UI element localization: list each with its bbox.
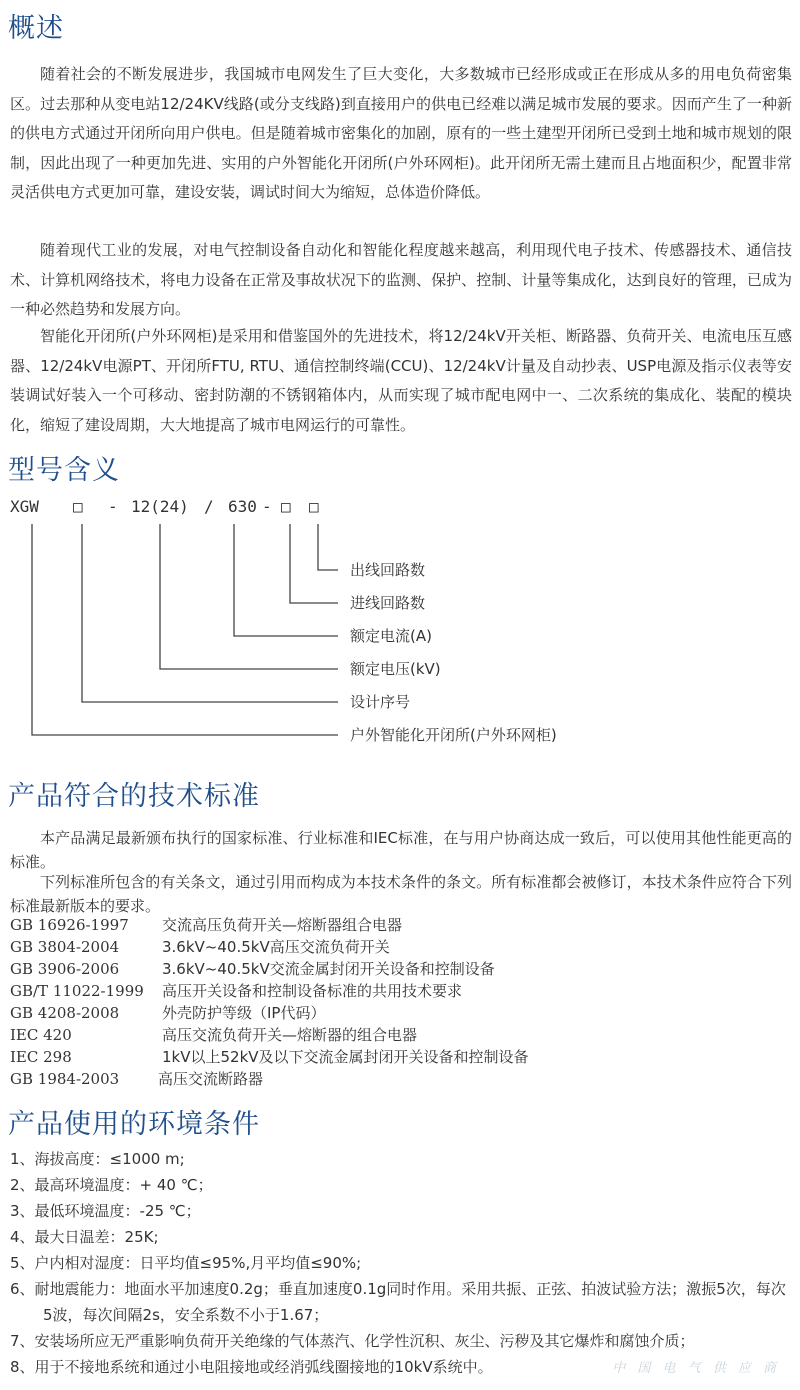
- standard-code: GB 16926-1997: [10, 916, 129, 934]
- bracket-line-outdoor: [32, 524, 338, 735]
- bracket-line-current: [234, 524, 338, 636]
- environment-item: 7、安装场所应无严重影响负荷开关绝缘的气体蒸汽、化学性沉积、灰尘、污秽及其它爆炸和腐蚀介质；: [10, 1332, 695, 1350]
- environment-item: 4、最大日温差：25K;: [10, 1228, 159, 1246]
- bracket-line-design: [82, 524, 338, 702]
- standards-intro-1: 本产品满足最新颁布执行的国家标准、行业标准和IEC标准，在与用户协商达成一致后，可以使用其他性能更高的标准。: [10, 829, 792, 871]
- standard-code: IEC 420: [10, 1026, 72, 1044]
- environment-item: 6、耐地震能力：地面水平加速度0.2g；垂直加速度0.1g同时作用。采用共振、正弦、拍波试验方法；激振5次，每次5波，每次间隔2s，安全系数不小于1.67；: [10, 1280, 786, 1324]
- legend-incoming-circuits: 进线回路数: [350, 594, 426, 612]
- standard-code: GB 3906-2006: [10, 960, 120, 978]
- standard-name: 高压交流断路器: [158, 1070, 264, 1088]
- standards-intro-2: 下列标准所包含的有关条文，通过引用而构成为本技术条件的条文。所有标准都会被修订，本技术条件应符合下列标准最新版本的要求。: [10, 873, 792, 915]
- standard-code: IEC 298: [10, 1048, 72, 1066]
- watermark-text: 中 国 电 气 供 应 商: [612, 1361, 780, 1376]
- standards-heading: 产品符合的技术标准: [8, 781, 260, 812]
- bracket-line-outgoing: [318, 524, 338, 570]
- environment-item: 8、用于不接地系统和通过小电阻接地或经消弧线圈接地的10kV系统中。: [10, 1358, 493, 1376]
- overview-paragraph-1: 随着社会的不断发展进步，我国城市电网发生了巨大变化，大多数城市已经形成或正在形成从多的用电负荷密集区。过去那种从变电站12/24KV线路(或分支线路)到直接用户的供电已经难以满足城市发展的要求。因而产生了一种新的供电方式通过开闭所向用户供电。但是随着城市密集化的加剧，原有的一些土建型开闭所已受到土地和城市规划的限制，因此出现了一种更加先进、实用的户外智能化开闭所(户外环网柜)。此开闭所无需土建而且占地面积少，配置非常灵活供电方式更加可靠，建设安装，调试时间大为缩短，总体造价降低。: [10, 65, 792, 201]
- model-code-box-1: □: [73, 497, 83, 516]
- standard-name: 交流高压负荷开关—熔断器组合电器: [162, 916, 403, 934]
- standard-name: 高压交流负荷开关—熔断器的组合电器: [162, 1026, 418, 1044]
- model-code-dash-2: -: [262, 497, 272, 516]
- bracket-line-voltage: [160, 524, 338, 669]
- standard-name: 3.6kV~40.5kV高压交流负荷开关: [162, 938, 390, 956]
- model-code-prefix: XGW: [10, 497, 39, 516]
- standard-name: 1kV以上52kV及以下交流金属封闭开关设备和控制设备: [162, 1048, 529, 1066]
- standard-code: GB 4208-2008: [10, 1004, 120, 1022]
- model-heading: 型号含义: [8, 455, 120, 486]
- standard-code: GB 1984-2003: [10, 1070, 120, 1088]
- overview-heading: 概述: [8, 13, 64, 44]
- model-code-box-3: □: [309, 497, 319, 516]
- environment-item: 2、最高环境温度：+ 40 ℃；: [10, 1176, 213, 1194]
- legend-outdoor-switching-station: 户外智能化开闭所(户外环网柜): [350, 726, 557, 744]
- model-code-box-2: □: [281, 497, 291, 516]
- bracket-line-incoming: [290, 524, 338, 603]
- model-code-voltage: 12(24): [131, 497, 189, 516]
- environment-item: 1、海拔高度：≤1000 m;: [10, 1150, 185, 1168]
- standard-name: 3.6kV~40.5kV交流金属封闭开关设备和控制设备: [162, 960, 495, 978]
- legend-rated-current: 额定电流(A): [350, 627, 432, 645]
- environment-heading: 产品使用的环境条件: [8, 1109, 260, 1140]
- legend-rated-voltage: 额定电压(kV): [350, 660, 441, 678]
- overview-paragraph-2: 随着现代工业的发展，对电气控制设备自动化和智能化程度越来越高，利用现代电子技术、传感器技术、通信技术、计算机网络技术，将电力设备在正常及事故状况下的监测、保护、控制、计量等集成化，达到良好的管理，已成为一种必然趋势和发展方向。: [10, 241, 792, 318]
- model-code-slash: /: [204, 497, 214, 516]
- model-code-dash-1: -: [108, 497, 118, 516]
- environment-item: 3、最低环境温度：-25 ℃；: [10, 1202, 201, 1220]
- model-code-current: 630: [228, 497, 257, 516]
- legend-design-number: 设计序号: [350, 693, 411, 711]
- environment-item: 5、户内相对湿度：日平均值≤95%,月平均值≤90%;: [10, 1254, 362, 1272]
- overview-paragraph-3: 智能化开闭所(户外环网柜)是采用和借鉴国外的先进技术，将12/24kV开关柜、断路器、负荷开关、电流电压互感器、12/24kV电源PT、开闭所FTU, RTU、通信控制终端(CCU)、12/24kV计量及自动抄表、USP电源及指示仪表等安装调试好装入一个可移动、密封防潮的不锈钢箱体内，从而实现了城市配电网中一、二次系统的集成化、装配的模块化，缩短了建设周期，大大地提高了城市电网运行的可靠性。: [10, 327, 792, 434]
- standard-code: GB 3804-2004: [10, 938, 120, 956]
- standard-name: 高压开关设备和控制设备标准的共用技术要求: [162, 982, 463, 1000]
- standard-code: GB/T 11022-1999: [10, 982, 144, 1000]
- standard-name: 外壳防护等级（IP代码）: [162, 1004, 326, 1022]
- legend-outgoing-circuits: 出线回路数: [350, 561, 426, 579]
